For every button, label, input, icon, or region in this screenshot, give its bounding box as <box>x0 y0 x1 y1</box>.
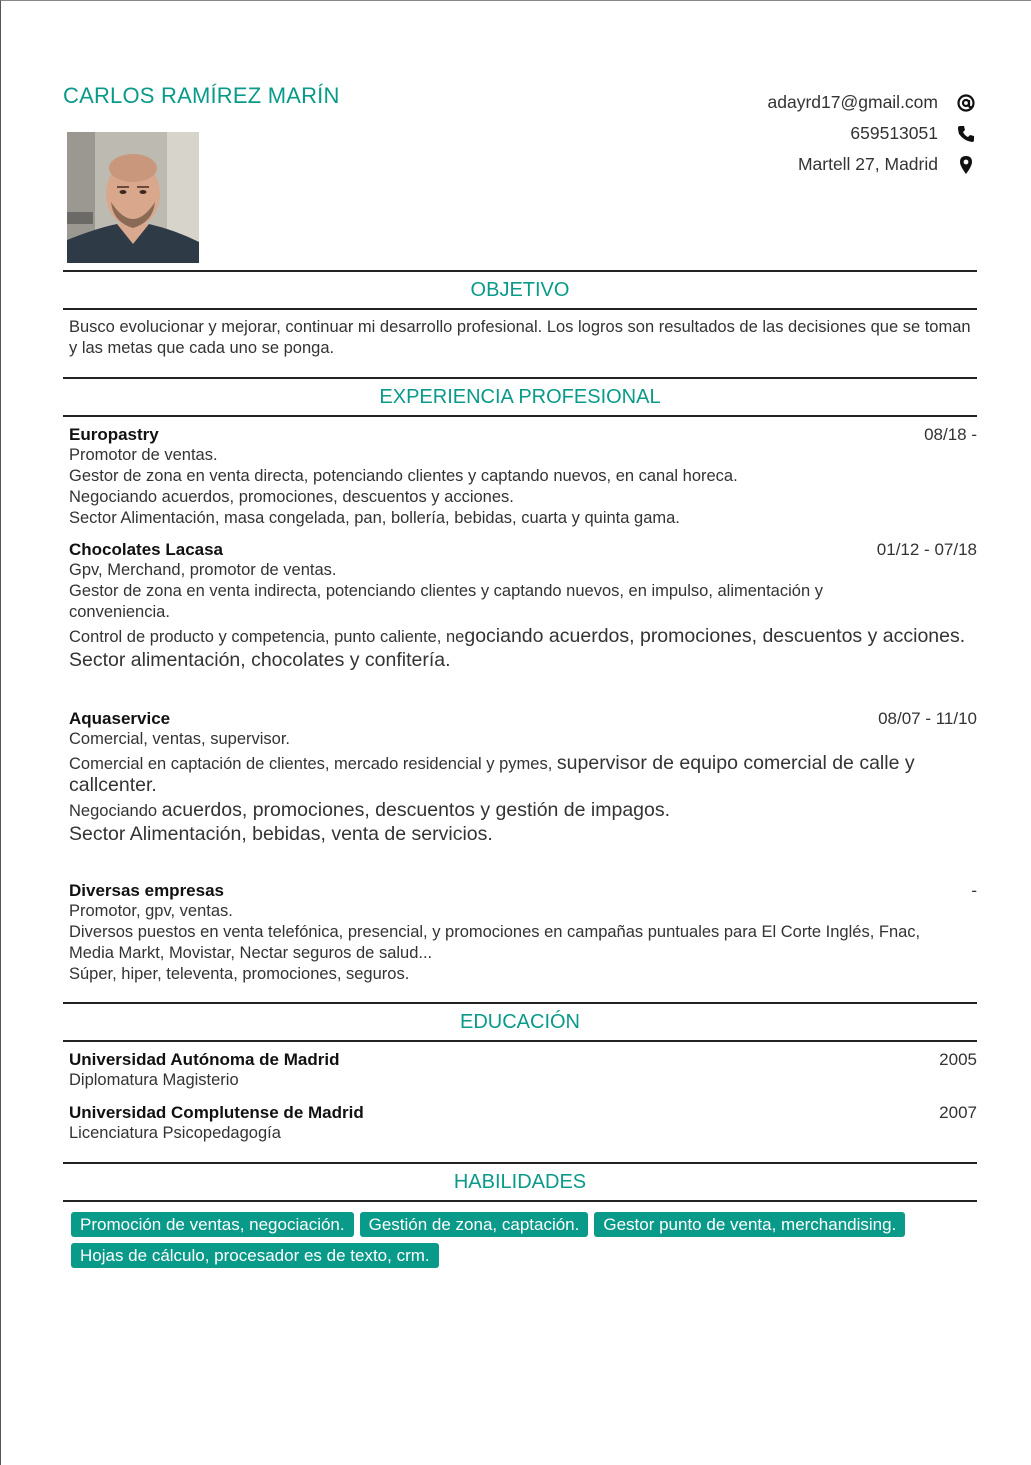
job-line-part-large: gociando acuerdos, promociones, descuentos y acciones. <box>464 625 966 647</box>
job-line-part: Control de producto y competencia, punto caliente, ne <box>69 628 465 646</box>
map-pin-icon <box>956 155 976 175</box>
job-company: Chocolates Lacasa <box>69 540 224 559</box>
education-school: Universidad Autónoma de Madrid <box>69 1050 340 1069</box>
job-header <box>69 539 977 560</box>
objective-heading: OBJETIVO <box>63 270 977 310</box>
address-text: Martell 27, Madrid <box>797 154 938 174</box>
job-line-mixed <box>69 800 977 822</box>
job-date: 08/18 - <box>924 425 977 444</box>
job-line-part-large: supervisor de equipo comercial de calle y callcenter. <box>69 752 915 796</box>
job-line: Gestor de zona en venta directa, potenciando clientes y captando nuevos, en canal horeca. <box>69 467 738 485</box>
job-line: Sector Alimentación, masa congelada, pan, bollería, bebidas, cuarta y quinta gama. <box>69 509 680 527</box>
contact-address-row <box>656 149 976 180</box>
skills-list <box>71 1212 971 1274</box>
job-line-part: Negociando <box>69 802 162 820</box>
person-portrait-icon <box>67 132 199 263</box>
contact-info <box>656 87 976 180</box>
education-school: Universidad Complutense de Madrid <box>69 1103 364 1122</box>
phone-icon <box>956 124 976 144</box>
education-degree: Licenciatura Psicopedagogía <box>69 1124 281 1142</box>
education-degree: Diplomatura Magisterio <box>69 1071 239 1089</box>
job-line-part: Comercial en captación de clientes, mercado residencial y pymes, <box>69 755 557 773</box>
skills-heading: HABILIDADES <box>63 1162 977 1202</box>
job-aquaservice <box>69 708 977 847</box>
job-date: - <box>971 881 977 900</box>
education-heading: EDUCACIÓN <box>63 1002 977 1042</box>
experience-heading: EXPERIENCIA PROFESIONAL <box>63 377 977 417</box>
job-company: Diversas empresas <box>69 881 225 900</box>
job-line-mixed <box>69 626 977 648</box>
profile-photo <box>67 132 199 263</box>
job-date: 01/12 - 07/18 <box>876 540 977 559</box>
job-line: Promotor de ventas. <box>69 446 218 464</box>
job-header <box>69 708 977 729</box>
job-diversas-empresas <box>69 880 977 985</box>
objective-text: Busco evolucionar y mejorar, continuar mi desarrollo profesional. Los logros son resultados de las decisiones que se toman y las metas que cada uno se ponga. <box>69 318 971 357</box>
contact-phone-row <box>656 118 976 149</box>
job-line: Gpv, Merchand, promotor de ventas. <box>69 561 337 579</box>
objective-section <box>69 317 977 359</box>
job-line-part-large: acuerdos, promociones, descuentos y gestión de impagos. <box>161 799 671 821</box>
email-text[interactable]: adayrd17@gmail.com <box>767 92 938 112</box>
education-item <box>69 1049 977 1091</box>
education-header <box>69 1049 977 1070</box>
phone-text[interactable]: 659513051 <box>850 123 938 143</box>
skill-tag: Promoción de ventas, negociación. <box>71 1212 354 1237</box>
education-header <box>69 1102 977 1123</box>
job-line-large: Sector alimentación, chocolates y confitería. <box>69 649 451 671</box>
contact-email-row <box>656 87 976 118</box>
job-line-mixed <box>69 753 977 797</box>
skill-tag: Hojas de cálculo, procesador es de texto, crm. <box>71 1243 439 1268</box>
job-line: Súper, hiper, televenta, promociones, seguros. <box>69 965 410 983</box>
education-item <box>69 1102 977 1144</box>
job-europastry <box>69 424 977 529</box>
job-company: Aquaservice <box>69 709 171 728</box>
education-year: 2007 <box>939 1103 977 1122</box>
job-company: Europastry <box>69 425 159 444</box>
job-date: 08/07 - 11/10 <box>878 709 977 728</box>
job-line: Diversos puestos en venta telefónica, presencial, y promociones en campañas puntuales para El Corte Inglés, Fnac, Media Markt, Movistar, Nectar seguros de salud... <box>69 923 921 962</box>
job-line-large: Sector Alimentación, bebidas, venta de servicios. <box>69 823 493 845</box>
job-header <box>69 424 977 445</box>
job-line: Negociando acuerdos, promociones, descuentos y acciones. <box>69 488 514 506</box>
job-line: Comercial, ventas, supervisor. <box>69 730 291 748</box>
job-line: Gestor de zona en venta indirecta, potenciando clientes y captando nuevos, en impulso, alimentación y conveniencia. <box>69 582 823 621</box>
education-year: 2005 <box>939 1050 977 1069</box>
job-line: Promotor, gpv, ventas. <box>69 902 233 920</box>
candidate-name: CARLOS RAMÍREZ MARÍN <box>63 83 340 108</box>
job-header <box>69 880 977 901</box>
job-chocolates-lacasa <box>69 539 977 673</box>
at-icon <box>956 93 976 113</box>
skill-tag: Gestión de zona, captación. <box>360 1212 589 1237</box>
skill-tag: Gestor punto de venta, merchandising. <box>594 1212 905 1237</box>
